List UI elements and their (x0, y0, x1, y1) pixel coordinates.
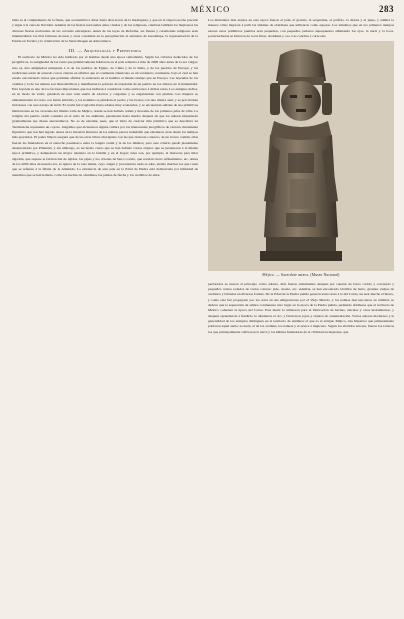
figure-caption: Méjico. — Sacerdote azteca. (Museo Nacional) (262, 273, 340, 278)
paragraph-arqueologia: El territorio de México ha sido habitado por el hombre desde una época remotísima. Según los cálculos deducidos de los jeroglíficos, la antigüedad de las razas que primitivamente habitaron en el país remonta á más de 2000 años antes de la era vulgar; esto es, una antigüedad semejante á la de los pueblos de Egipto, de China y de la India, y de los pueblos de Europa; y las tradiciones están de acuerdo con la ciencia en afirmar que el continente americano es un verdadero continente, bajo el cual se han estado encontrando restos que permiten afirmar la existencia en el hombre al mismo tiempo que en Europa. Las leyendas de los otomíes y la de los nahuas son monosilábicas y manifiestan la pobreza de expresión de un pueblo en los albores de la humanidad. Esta leyenda es uno de los factores importantes que nos inclinan á considerar como autóctonos á dichas razas. Los antiguos indios, en su modo de vestir, gustaban de usar toda suerte de adornos y colgantes y se engalanaban con plumas. Las mujeres se embadurnaban el rostro con betún amarillo, y los hombres se pintaban el pecho y las brazos con una tintura azul, y se practicaban incisiones con una navaja de itztli. El otomí fué troglodita hasta edades muy avanzadas, y se encuentran señales de sus primitivas habitaciones en las cavernas del mismo valle de Méjico, donde se han hallado armas y moradas de los primeros jefes de tribu. La religión del pueblo otomí consistía en el culto de los animales, persistente hasta mucho después de que los nahuas impusieran gradualmente sus dioses astronómicos. No es de extrañar, pues, que el ídolo de carácter más primitivo que se descubrió en Teotihuacán represente un coyote. Juzgamos que alcanzaron alguna cultura por los interesantes jeroglíficos de carácter meramente figurativo que nos han legado. Antes de la invasión histórica de los nahuas parece indudable que existieron otras desde los tiempos más apartados. El padre Nájera asegura que de las otras tribus aborígenes con las que tuvieron contacto, de un tronco común, ellas fueron las fundadoras en el estrecho parentesco entre la lengua otomí y la de los últimos; pero este criterio quedó plenamente desautorizado por Pimentel, y sin embargo, es un hecho cierto que se han hallado varios objetos que se pertenecen á la misma época primitiva, y demuestran un mayor adelanto en la familia y en el hogar; tales son, por ejemplo, el malacate para hilar algodón, que supone la fabricación de tejidos, las pipas y los crisoles de barro cocido, que revelan cierto refinamiento, etc. Antes de los 2000 años de nuestra era, se ignora de la raza nahua, cuyo origen y procedencia nada se sabe, siendo muchos los que creen que se refieren á la fábula de la Atlántida. La existencia de este país en la Edad de Piedra está demostrada por infinidad de utensilios que se han hallado, como las hachas de obsidiana, las puntas de flecha y los cuchillos de sílex. (12, 55, 198, 177)
two-column-body (12, 18, 394, 336)
paragraph-materiales: Los materiales más usados en esta época fueron el jade, el granito, la serpentina, el pórfido, la diorita y el jaspe, y admira la manera cómo llegaron á pulir las láminas de obsidiana que utilizaron como espejos. Los amuletos que en los primeros tiempos usaron estos primitivos pueblos eran pequeños, con pequeños pedazos superpuestos simulando los ojos, la nariz y la boca, posteriormente se hicieron de rocas finas, obsidiana y oro. Las conchas y caracoles (208, 18, 394, 39)
left-column (12, 18, 198, 336)
statue-photo (208, 41, 394, 271)
page-number: 283 (379, 4, 394, 14)
right-column (208, 18, 394, 336)
figure (208, 41, 394, 278)
running-title: MÉXICO (190, 4, 231, 14)
page-header (12, 4, 394, 16)
paragraph-cobre: perforados se usaron al principio como adorno, más fueron substituidos después por cuentas de barro cocido y coloreado y pequeños cantos rodados de varios colores: jade, cuarzo, etc. Además, se han encontrado idolillos de barro, grandes vasijas de cerámica y labradas en diversas formas. De la Edad de la Piedra pulida pasaron estas razas á la del Cobre, un usar mucho el hierro, y como este fué propagado por los arios en sus emigraciones por el Viejo Mundo, y los nahuas desconocieron su utilidad, se deduce que la separación de ambos continentes tuvo lugar en la época de la Piedra pulida, pudiendo afirmarse que el territorio de México comenzó la época del Cobre. Este metal lo utilizaron para la fabricación de hachas, cinceles y otros instrumentos, y después aprendieron á fundirlo, le añadieron el oro, y fabricaron joyas y objetos de ornamentación. Varios autores modernos y la generalidad de los antiguos distinguen en el territorio de Anáhuac el que es el antiguo Méjico, tres Imperios que primeramente poblaron aquel suelo; es decir, el de los otomíes, los nahuas y el azteca ó mejicano. Según los abolidos autores, fueron los toltecas los que principalmente cultivaron la tierra y los hábiles fundadores de la civilización mejicana, que (208, 281, 394, 334)
section-heading: III. — Arqueología y Prehistoria (68, 47, 142, 53)
paragraph-fiestas: baile es el complemento de la fiesta, que acostumbra á durar hasta altas horas de la madrugada, y que en la víspera noche precede y sigue á la cena de Navidad. Además de las fiestas nacionales antes citadas y de las religiosas, celebran también los mejicanos las diversas fiestas nacionales de las colonias extranjeras. Antes de las leyes de Reforma, las fiestas y ceremonias religiosas eran innumerables; las más famosas de unas y otras consistían en la peregrinación al santuario de Guadalupe, la representación de la Pasión en Tacuba y la celebración de la Santa Imagen en Amecameca. (12, 18, 198, 44)
statue-illustration (208, 41, 394, 271)
